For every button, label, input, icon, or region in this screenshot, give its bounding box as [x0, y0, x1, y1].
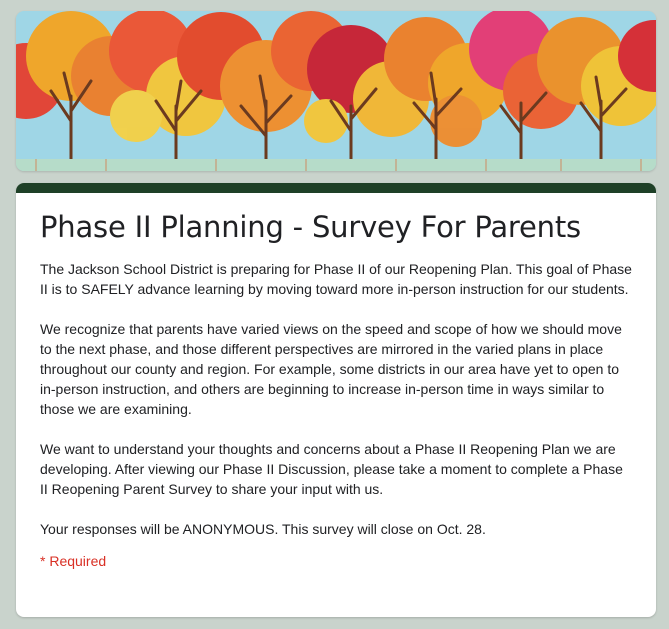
form-description	[40, 259, 632, 539]
card-body	[16, 193, 656, 571]
form-title: Phase II Planning - Survey For Parents	[40, 210, 581, 244]
form-header-card	[16, 183, 656, 617]
description-paragraph: The Jackson School District is preparing for Phase II of our Reopening Plan. This goal of Phase II is to SAFELY advance learning by moving toward more in-person instruction for our students.	[40, 261, 632, 297]
required-note: * Required	[40, 553, 107, 569]
description-paragraph: We recognize that parents have varied views on the speed and scope of how we should move to the next phase, and those different perspectives are mirrored in the varied plans in place throughout our county and region. For example, some districts in our area have yet to open to in-person instruction, and others are beginning to increase in-person time in ways similar to those we are examining.	[40, 321, 622, 417]
card-accent-bar	[16, 183, 656, 193]
description-paragraph: Your responses will be ANONYMOUS. This survey will close on Oct. 28.	[40, 521, 486, 537]
header-banner	[16, 11, 656, 171]
description-paragraph: We want to understand your thoughts and concerns about a Phase II Reopening Plan we are developing. After viewing our Phase II Discussion, please take a moment to complete a Phase II Reopening Parent Survey to share your input with us.	[40, 441, 623, 497]
autumn-trees-illustration	[16, 11, 656, 171]
